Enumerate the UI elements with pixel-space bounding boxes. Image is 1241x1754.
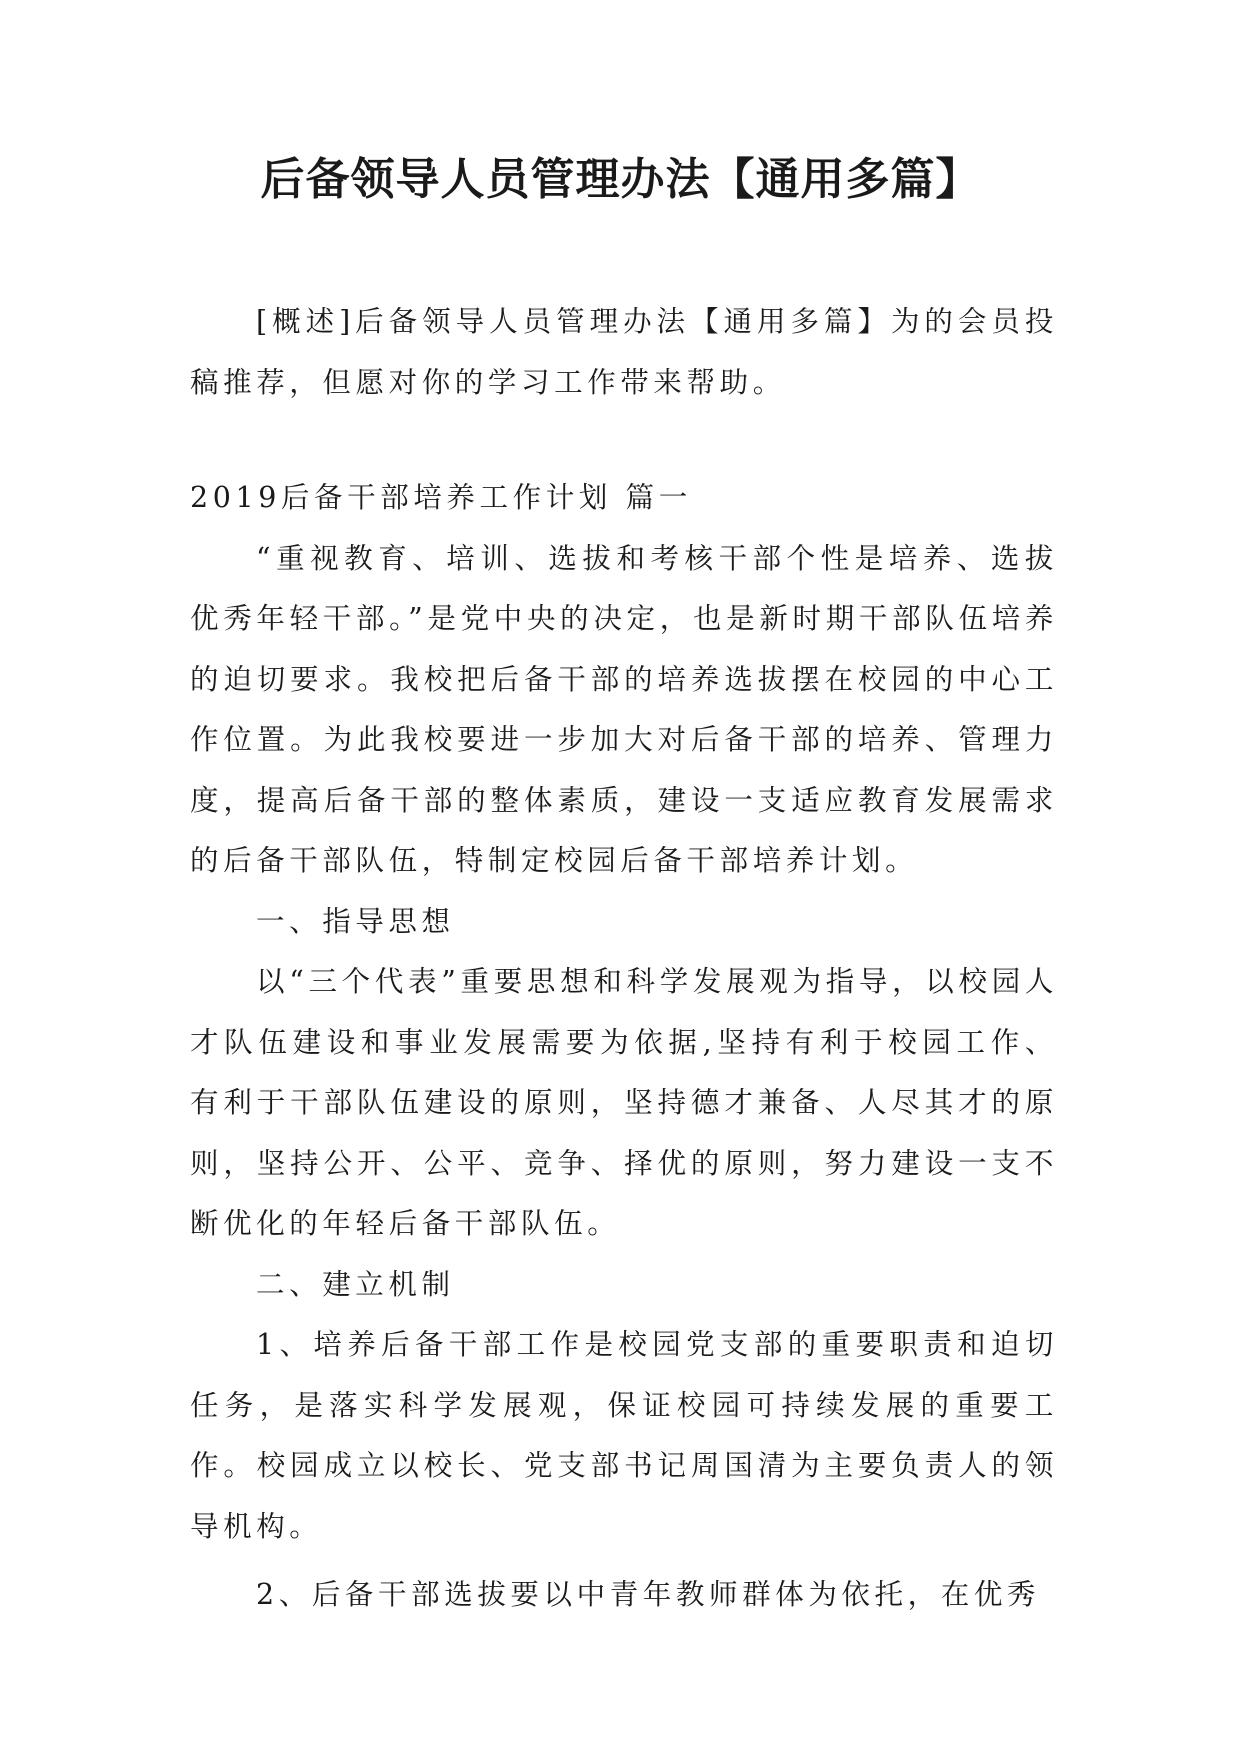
body-paragraph: 2、后备干部选拔要以中青年教师群体为依托，在优秀 — [256, 1578, 1041, 1611]
document-title: 后备领导人员管理办法【通用多篇】 — [260, 154, 981, 205]
section-title: 2019后备干部培养工作计划 篇一 — [190, 481, 692, 514]
document-body — [190, 292, 1058, 1626]
heading-guiding-thought: 一、指导思想 — [256, 904, 455, 938]
body-paragraph: 1、培养后备干部工作是校园党支部的重要职责和迫切任务，是落实科学发展观，保证校园可持续发展的重要工作。校园成立以校长、党支部书记周国清为主要负责人的领导机构。 — [190, 1328, 1058, 1543]
heading-mechanism: 二、建立机制 — [256, 1267, 455, 1301]
overview-paragraph: [概述]后备领导人员管理办法【通用多篇】为的会员投稿推荐，但愿对你的学习工作带来帮助。 — [190, 305, 1058, 399]
body-paragraph: “重视教育、培训、选拔和考核干部个性是培养、选拔优秀年轻干部。”是党中央的决定，也是新时期干部队伍培养的迫切要求。我校把后备干部的培养选拔摆在校园的中心工作位置。为此我校要进一步加大对后备干部的培养、管理力度，提高后备干部的整体素质，建设一支适应教育发展需求的后备干部队伍，特制定校园后备干部培养计划。 — [190, 541, 1058, 877]
body-paragraph: 以“三个代表”重要思想和科学发展观为指导，以校园人才队伍建设和事业发展需要为依据,坚持有利于校园工作、有利于干部队伍建设的原则，坚持德才兼备、人尽其才的原则，坚持公开、公平、竞争、择优的原则，努力建设一支不断优化的年轻后备干部队伍。 — [190, 965, 1058, 1240]
